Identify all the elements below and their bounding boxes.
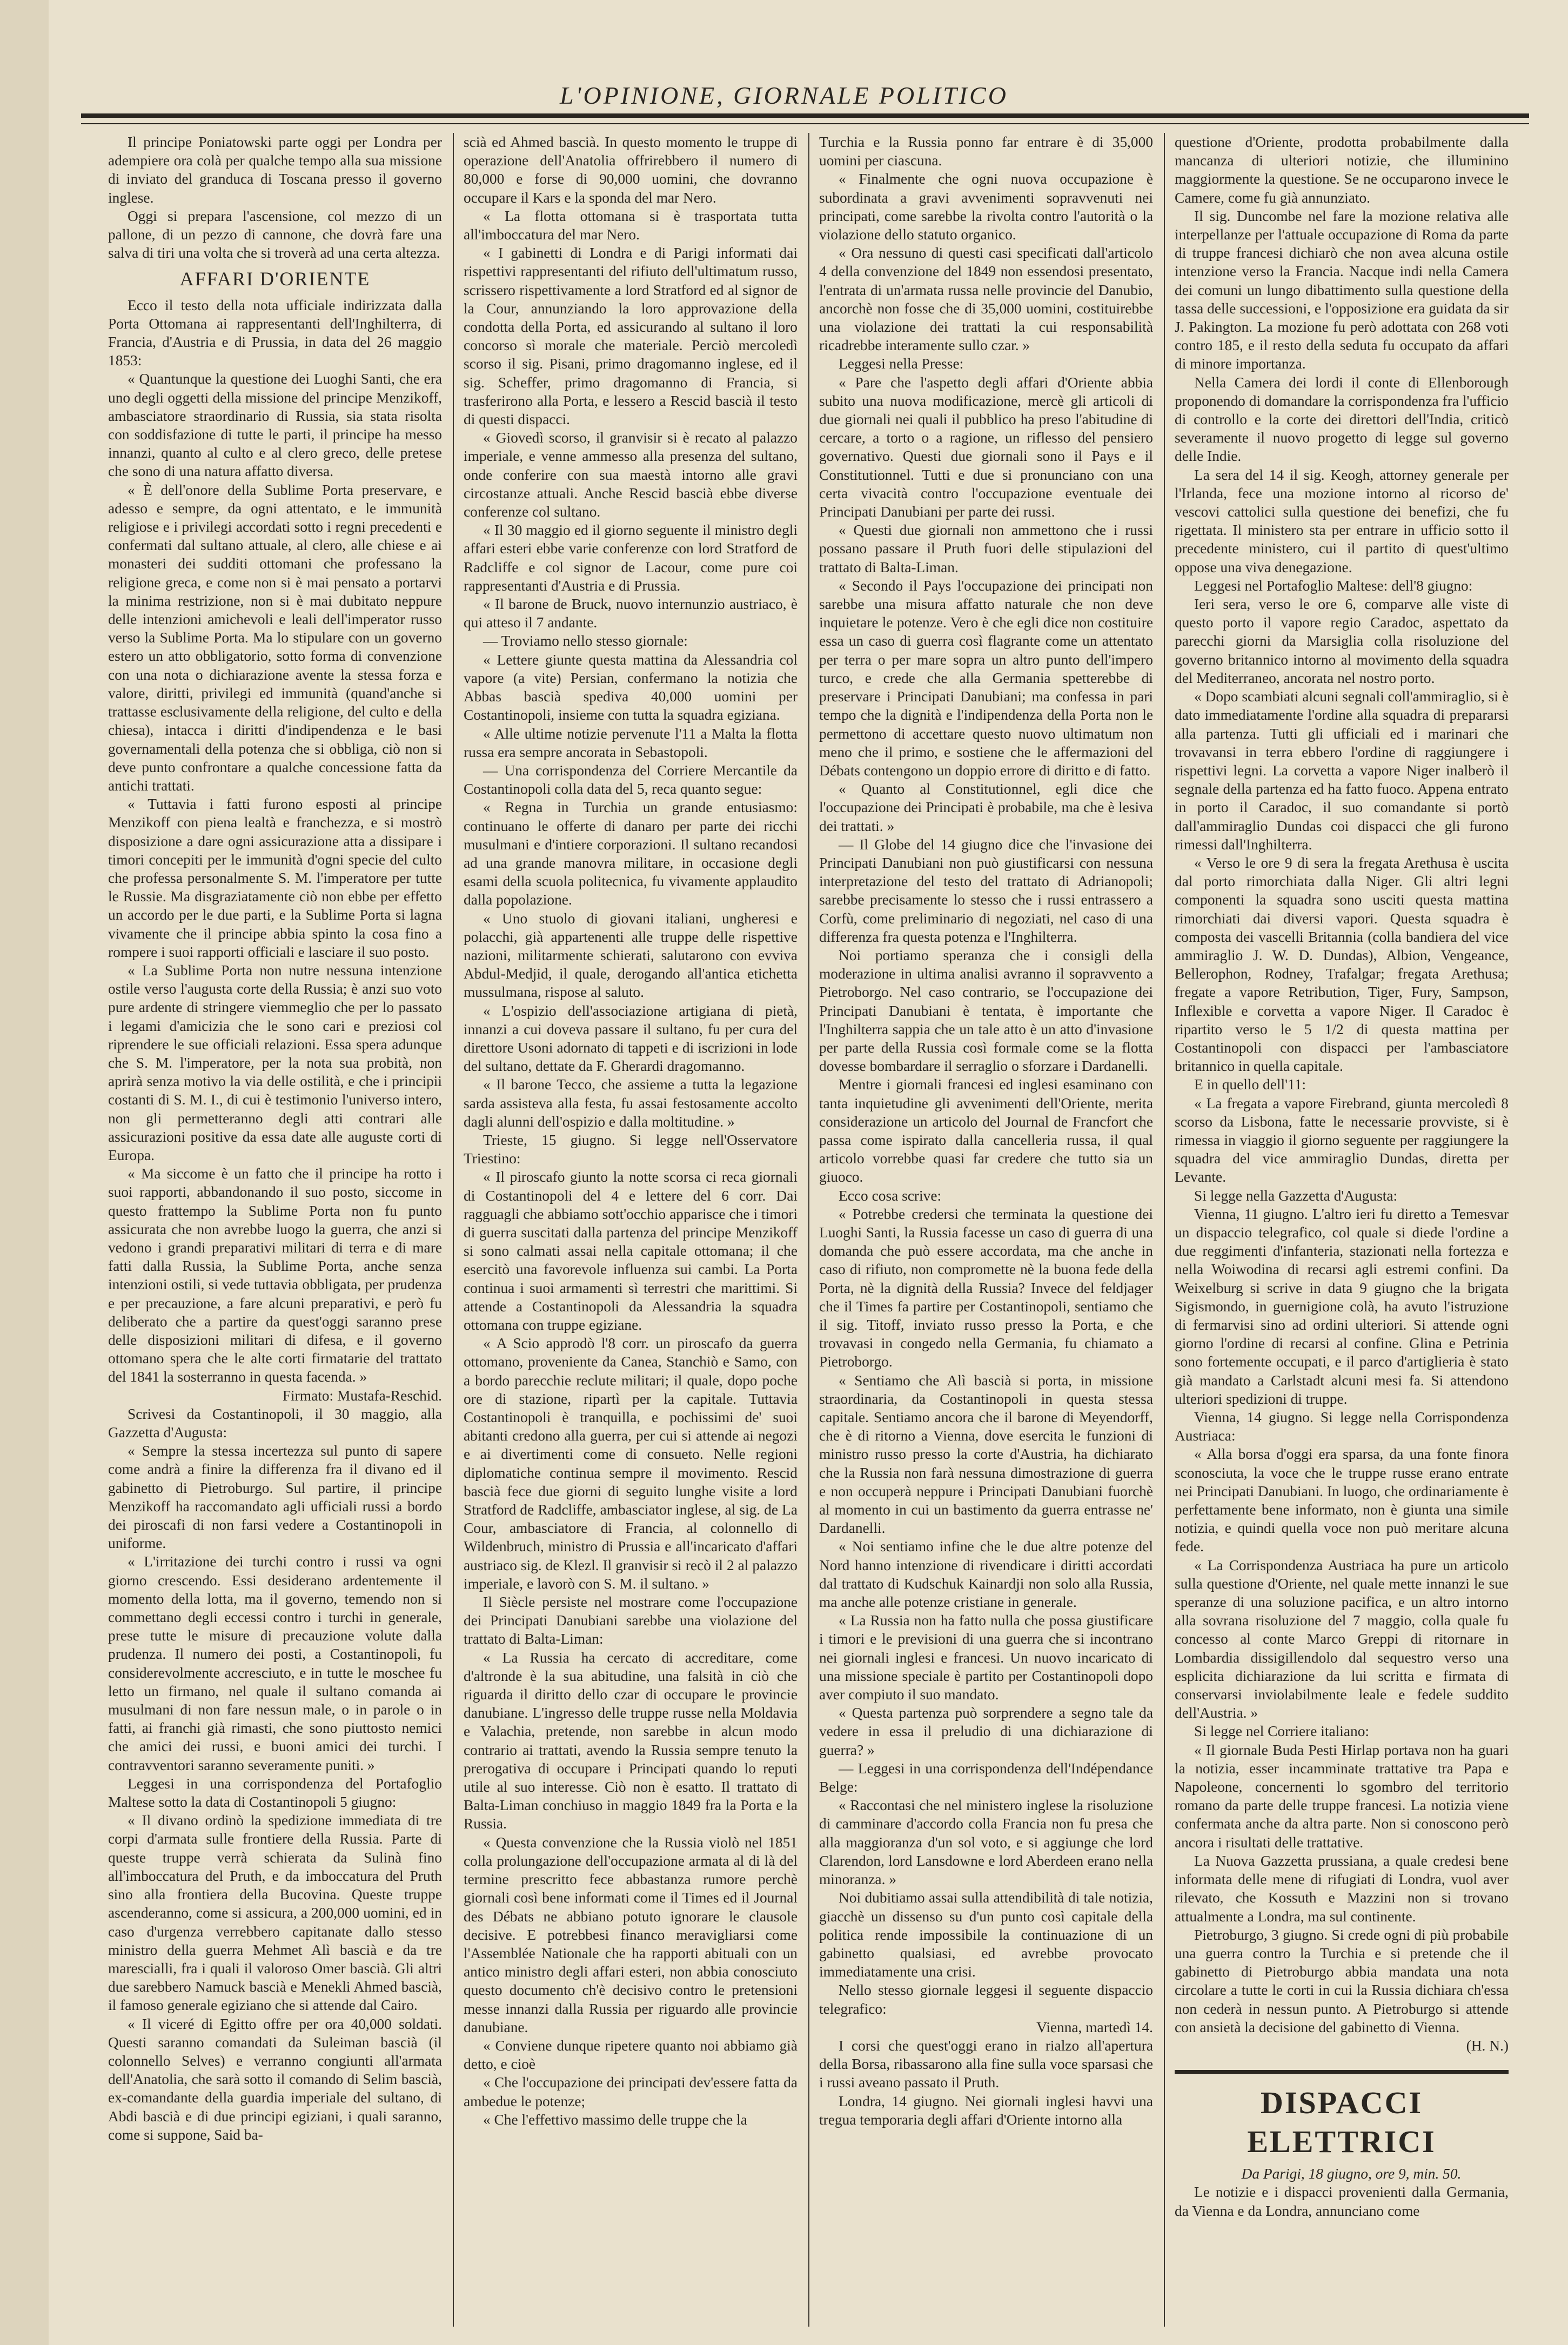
paragraph: « Che l'effettivo massimo delle truppe che la (483, 2111, 747, 2128)
paragraph: « Conviene dunque ripetere quanto noi abbiamo già detto, e cioè (464, 2037, 798, 2073)
paragraph: « A Scio approdò l'8 corr. un piroscafo da guerra ottomano, proveniente da Canea, Stanchiò e Samo, con a bordo parecchie reclute militari; il quale, dopo poche ore di stazione, ripartì per la capitale. Tuttavia Costantinopoli è tranquilla, e pochissimi de' suoi abitanti credono alla guerra, per cui si attende ai negozi e ai divertimenti come di consueto. Nelle regioni diplomatiche continua sempre il movimento. Rescid bascià fece due giorni di seguito lunghe visite a lord Stratford de Radcliffe, ambasciator inglese, al sig. de La Cour, ambasciatore di Francia, al colonnello di Wildenbruch, ministro di Prussia e all'incaricato d'affari austriaco sig. de Klezl. Il granvisir si recò il 2 al palazzo imperiale, e lavorò con S. M. il sultano. » (464, 1335, 798, 1592)
paragraph: Ieri sera, verso le ore 6, comparve alle viste di questo porto il vapore regio Caradoc, aspettato da parecchi giorni da Marsiglia colla risoluzione del governo britannico intorno al movimento della squadra del Mediterraneo, ancorata nel nostro porto. (1175, 596, 1509, 686)
column-2 (464, 133, 798, 2327)
paragraph: « I gabinetti di Londra e di Parigi informati dai rispettivi rappresentanti del rifiuto dell'ultimatum russo, scrissero rispettivamente a lord Stratford ed al signor de la Cour, annunziando la loro approvazione della condotta della Porta, ed assicurando al sultano il loro concorso sì morale che materiale. Perciò mercoledì scorso il sig. Pisani, primo dragomanno inglese, ed il sig. Scheffer, primo dragomanno di Francia, si trasferirono alla Porta, e lessero a Rescid bascià il testo di questi dispacci. (464, 245, 798, 428)
paragraph: Si legge nella Gazzetta d'Augusta: (1194, 1187, 1398, 1204)
section-heading: AFFARI D'ORIENTE (179, 268, 371, 290)
paragraph: I corsi che quest'oggi erano in rialzo all'apertura della Borsa, ribassarono alla fine sulla voce sparsasi che i russi aveano passato il Pruth. (819, 2037, 1153, 2091)
paragraph: Il Siècle persiste nel mostrare come l'occupazione dei Principati Danubiani sarebbe una violazione del trattato di Balta-Liman: (464, 1594, 798, 1647)
paragraph: « Pare che l'aspetto degli affari d'Oriente abbia subito una nuova modificazione, mercè gli articoli di due giornali nei quali il pubblico ha preso l'abitudine di cercare, a torto o a ragione, un riflesso del pensiero governativo. Questi due giornali sono il Pays e il Constitutionnel. Tutti e due si pronunciano con una certa vivacità contro l'occupazione eventuale dei Principati Danubiani per parte dei russi. (819, 374, 1153, 520)
paragraph: Il principe Poniatowski parte oggi per Londra per adempiere ora colà per qualche tempo alla sua missione di inviato del granduca di Toscana presso il governo inglese. (108, 134, 442, 206)
column-1 (108, 133, 442, 2327)
paragraph: Turchia e la Russia ponno far entrare è di 35,000 uomini per ciascuna. (819, 134, 1153, 169)
paragraph: — Leggesi in una corrispondenza dell'Indépendance Belge: (819, 1760, 1153, 1795)
dateline: Vienna, martedì 14. (1036, 2019, 1153, 2035)
paragraph: Oggi si prepara l'ascensione, col mezzo di un pallone, di un pezzo di cannone, che dovrà fare una salva di tiri una volta che si troverà ad una certa altezza. (108, 207, 442, 262)
paragraph: Si legge nel Corriere italiano: (1194, 1723, 1370, 1740)
paragraph: Le notizie e i dispacci provenienti dalla Germania, da Vienna e da Londra, annunciano come (1175, 2184, 1509, 2219)
signoff: (H. N.) (1466, 2037, 1509, 2054)
paragraph: « Il barone de Bruck, nuovo internunzio austriaco, è qui atteso il 7 andante. (464, 596, 798, 631)
paragraph: « L'irritazione dei turchi contro i russi va ogni giorno crescendo. Essi desiderano ardentemente il momento della lotta, ma il governo, temendo non si commettano degli eccessi contro i turchi in generale, prese tutte le misure di precauzione volute dalla prudenza. Il numero dei posti, a Costantinopoli, fu considerevolmente accresciuto, e in tutte le moschee fu letto un firmano, nel quale il sultano comanda ai musulmani di non fare nessun male, o in parole o in fatti, ai franchi già rimasti, che sono piuttosto nemici che amici dei russi, e buoni amici dei turchi. I contravventori saranno severamente puniti. » (108, 1553, 442, 1773)
column-divider (453, 133, 454, 2327)
paragraph: « Il viceré di Egitto offre per ora 40,000 soldati. Questi saranno comandati da Suleiman bascià (il colonnello Selves) e verranno congiunti all'armata dell'Anatolia, che sarà sotto il comando di Selim bascià, ex-comandante della guardia imperiale del sultano, di Abdi bascià e di due principi egiziani, i quali saranno, come si suppone, Said ba- (108, 2015, 442, 2143)
paragraph: Nello stesso giornale leggesi il seguente dispaccio telegrafico: (819, 1982, 1153, 2017)
paragraph: « Il giornale Buda Pesti Hirlap portava non ha guari la notizia, esser incamminate trattative tra Papa e Napoleone, concernenti lo sgombro del territorio romano da parte delle truppe francesi. La notizia viene confermata anche da altra parte. Non si conoscono però ancora i risultati delle trattative. (1175, 1741, 1509, 1851)
paragraph: « Che l'occupazione dei principati dev'essere fatta da ambedue le potenze; (464, 2074, 798, 2109)
paragraph: La Nuova Gazzetta prussiana, a quale credesi bene informata delle mene di rifugiati di Londra, vuol aver rilevato, che Kossuth e Mazzini non si trovano attualmente a Londra, ma sul continente. (1175, 1852, 1509, 1925)
paragraph: Il sig. Duncombe nel fare la mozione relativa alle interpellanze per l'attuale occupazione di Roma da parte di truppe francesi dichiarò che non avea alcuna ostile intenzione verso la Francia. Nacque indi nella Camera dei comuni un lungo dibattimento sulla questione della tassa delle successioni, e l'opposizione era guidata da sir J. Pakington. La mozione fu però adottata con 268 voti contro 185, e il resto della seduta fu occupato da affari di minore importanza. (1175, 207, 1509, 372)
paragraph: « Il piroscafo giunto la notte scorsa ci reca giornali di Costantinopoli del 4 e lettere del 6 corr. Dai ragguagli che abbiamo sott'occhio apparisce che i timori di guerra suscitati dalla partenza del principe Menzikoff si sono calmati assai nella capitale ottomana; il che esercitò una favorevole influenza sui cambi. La Porta continua i suoi armamenti sì terrestri che marittimi. Si attende a Costantinopoli da Alessandria la squadra ottomana con truppe egiziane. (464, 1169, 798, 1333)
paragraph: Leggesi nella Presse: (839, 356, 964, 372)
column-divider (1164, 133, 1165, 2327)
paragraph: — Il Globe del 14 giugno dice che l'invasione dei Principati Danubiani non può giustificarsi con nessuna interpretazione del testo del trattato di Adrianopoli; sarebbe precisamente lo stesso che i russi entrassero a Corfù, come preliminario di negoziati, nel caso di una differenza fra questa potenza e l'Inghilterra. (819, 836, 1153, 945)
paragraph: « Il divano ordinò la spedizione immediata di tre corpi d'armata sulle frontiere della Russia. Parte di queste truppe verrà schierata da Sulinà fino all'imboccatura del Pruth, e da imboccatura del Pruth sino alla frontiera della Bucovina. Queste truppe ascenderanno, come si assicura, a 200,000 uomini, ed in caso d'urgenza verrebbero capitanate dallo stesso ministro della guerra Mehmet Alì bascià e da tre marescialli, fra i quali il valoroso Omer bascià. Gli altri due sarebbero Namuck bascià e Menekli Ahmed bascià, il famoso generale egiziano che si attende dal Cairo. (108, 1812, 442, 2014)
paragraph: Leggesi in una corrispondenza del Portafoglio Maltese sotto la data di Costantinopoli 5 giugno: (108, 1775, 442, 1811)
paragraph: E in quello dell'11: (1194, 1076, 1306, 1093)
paragraph: Ecco il testo della nota ufficiale indirizzata dalla Porta Ottomana ai rappresentanti dell'Inghilterra, di Francia, d'Austria e di Prussia, in data del 26 maggio 1853: (108, 297, 442, 369)
paragraph: Mentre i giornali francesi ed inglesi esaminano con tanta inquietudine gli avvenimenti dell'Oriente, merita considerazione un articolo del Journal de Francfort che passa come ispirato dalla cancelleria russa, il qual articolo vorrebbe quasi far credere che tutto sia un giuoco. (819, 1076, 1153, 1185)
paragraph: « Quantunque la questione dei Luoghi Santi, che era uno degli oggetti della missione del principe Menzikoff, ambasciatore straordinario di Russia, sia stata risolta con soddisfazione di tutte le parti, il principe ha messo innanzi, quanto al culto e al clero greco, delle pretese che sono di una natura affatto diversa. (108, 371, 442, 480)
paragraph: — Troviamo nello stesso giornale: (483, 633, 688, 649)
paragraph: « La Russia non ha fatto nulla che possa giustificare i timori e le previsioni di una guerra che si incontrano nei giornali inglesi e francesi. Un nuovo incaricato di una missione speciale è partito per Costantinopoli dopo aver compiuto il suo mandato. (819, 1612, 1153, 1703)
paragraph: « La Russia ha cercato di accreditare, come d'altronde è la sua abitudine, una falsità in ciò che riguarda il diritto dello czar di occupare le provincie danubiane. L'ingresso delle truppe russe nella Moldavia e Valachia, pretende, non sarebbe in alcun modo contrario ai trattati, avendo la Russia sempre tenuto la prerogativa di occupare i Principati quando lo reputi utile al suo interesse. Ciò non è esatto. Il trattato di Balta-Liman conchiuso in maggio 1849 fra la Porta e la Russia. (464, 1649, 798, 1832)
paragraph: « Giovedì scorso, il granvisir si è recato al palazzo imperiale, e venne ammesso alla presenza del sultano, onde conferire con sua maestà intorno alle gravi circostanze attuali. Anche Rescid bascià ebbe diverse conferenze col sultano. (464, 430, 798, 520)
paragraph: Vienna, 11 giugno. L'altro ieri fu diretto a Temesvar un dispaccio telegrafico, col quale si diede l'ordine a due reggimenti d'infanteria, stazionati nella fortezza e nella Woiwodina di recarsi agli estremi confini. Da Weixelburg si scrive in data 9 giugno che la brigata Sigismondo, in guernigione colà, ha avuto l'istruzione di fermarvisi sino ad ordini ulteriori. Si attende ogni giorno l'ordine di recarsi al confine. Glina e Petrinia sono fortemente occupati, e il parco d'artiglieria è stato già mandato a Carlstadt alcuni mesi fa. Si attendono ulteriori spedizioni di truppe. (1175, 1205, 1509, 1407)
paragraph: — Una corrispondenza del Corriere Mercantile da Costantinopoli colla data del 5, reca quanto segue: (464, 762, 798, 798)
paragraph: Noi dubitiamo assai sulla attendibilità di tale notizia, giacchè un dissenso su d'un punto così capitale della politica rende impossibile la continuazione di un gabinetto qualsiasi, ed avrebbe provocato immediatamente una crisi. (819, 1890, 1153, 1980)
dispacci-dateline: Da Parigi, 18 giugno, ore 9, min. 50. (1241, 2166, 1462, 2182)
paragraph: Ecco cosa scrive: (839, 1187, 942, 1204)
paragraph: « Ora nessuno di questi casi specificati dall'articolo 4 della convenzione del 1849 non essendosi presentato, l'entrata di un'armata russa nelle provincie del Danubio, ancorchè non fosse che di 35,000 uomini, costituirebbe una violazione dei trattati la cui responsabilità ricadrebbe interamente sullo czar. » (819, 245, 1153, 354)
paragraph: « Il barone Tecco, che assieme a tutta la legazione sarda assisteva alla festa, fu assai festosamente accolto dagli alunni dell'ospizio e dalla moltitudine. » (464, 1076, 798, 1130)
signature-line: Firmato: Mustafa-Reschid. (282, 1387, 442, 1404)
paragraph: Leggesi nel Portafoglio Maltese: dell'8 giugno: (1194, 577, 1473, 594)
paragraph: « La fregata a vapore Firebrand, giunta mercoledì 8 scorso da Lisbona, fatte le necessarie provviste, si è rimessa in viaggio il giorno seguente per raggiungere la squadra del vice ammiraglio Dundas, diretta per Levante. (1175, 1095, 1509, 1185)
paragraph: « L'ospizio dell'associazione artigiana di pietà, innanzi a cui doveva passare il sultano, fu per cura del direttore Usoni adornato di tappeti e di iscrizioni in lode del sultano, dettate da F. Gherardi dragomanno. (464, 1002, 798, 1075)
paragraph: « Finalmente che ogni nuova occupazione è subordinata a gravi avvenimenti sopravvenuti nei principati, come sarebbe la rivolta contro l'autorità o la violazione dello statuto organico. (819, 171, 1153, 243)
paragraph: « Potrebbe credersi che terminata la questione dei Luoghi Santi, la Russia facesse un caso di guerra di una domanda che può essere accordata, ma che anche in caso di rifiuto, non compromette nè la buona fede della Porta, nè la dignità della Russia? Invece del feldjager che il Times fa partire per Costantinopoli, sentiamo che il sig. Titoff, inviato russo presso la Porta, e che trovavasi in congedo nella Germania, fu chiamato a Pietroborgo. (819, 1205, 1153, 1370)
paragraph: « Quanto al Constitutionnel, egli dice che l'occupazione dei Principati è probabile, ma che è lesiva dei trattati. » (819, 781, 1153, 834)
paragraph: « Uno stuolo di giovani italiani, ungheresi e polacchi, già appartenenti alle truppe delle rispettive nazioni, militarmente schierati, salutarono con evviva Abdul-Medjid, il quale, derogando all'antica etichetta mussulmana, rispose al saluto. (464, 910, 798, 1001)
paragraph: « Verso le ore 9 di sera la fregata Arethusa è uscita dal porto rimorchiata dalla Niger. Gli altri legni componenti la squadra sono usciti questa mattina rimorchiati dai diversi vapori. Questa squadra è composta dei vascelli Britannia (colla bandiera del vice ammiraglio J. W. D. Dundas), Albion, Vengeance, Bellerophon, Rodney, Trafalgar; fregata Arethusa; fregate a vapore Retribution, Tiger, Fury, Sampson, Inflexible e corvetta a vapore Niger. Il Caradoc è ripartito verso le 5 1/2 di questa mattina per Costantinopoli con dispacci per l'ambasciatore britannico in quella capitale. (1175, 854, 1509, 1075)
paragraph: Trieste, 15 giugno. Si legge nell'Osservatore Triestino: (464, 1131, 798, 1167)
paragraph: Pietroburgo, 3 giugno. Si crede ogni di più probabile una guerra contro la Turchia e si pretende che il gabinetto di Pietroburgo abbia mandata una nota circolare a tutte le corti in cui la Russia dichiara ch'essa non cederà in nessun punto. A Pietroburgo si attende con ansietà la decisione del gabinetto di Vienna. (1175, 1926, 1509, 2035)
paragraph: « Alle ultime notizie pervenute l'11 a Malta la flotta russa era sempre ancorata in Sebastopoli. (464, 725, 798, 760)
section-rule (1175, 2070, 1509, 2074)
paragraph: Scrivesi da Costantinopoli, il 30 maggio, alla Gazzetta d'Augusta: (108, 1405, 442, 1441)
page-left-margin (0, 0, 49, 2345)
paragraph: « Questi due giornali non ammettono che i russi possano passare il Pruth fuori delle stipulazioni del trattato di Balta-Liman. (819, 522, 1153, 575)
paragraph: « La Corrispondenza Austriaca ha pure un articolo sulla questione d'Oriente, nel quale mette innanzi le sue speranze di una soluzione pacifica, e un altro intorno alla sovrana risoluzione del 7 maggio, colla quale fu concesso al conte Marco Greppi di ritornare in Lombardia dissigillendolo dal sequestro verso una esplicita dichiarazione da lui scritta e firmata di conservarsi inviolabilmente leale e fedele suddito dell'Austria. » (1175, 1557, 1509, 1721)
paragraph: La sera del 14 il sig. Keogh, attorney generale per l'Irlanda, fece una mozione intorno al ricorso de' vescovi cattolici sulla questione dei benefizi, che fu rigettata. Il ministero sta per entrare in ufficio sotto il precedente ministero, cui il partito di quest'ultimo oppose una viva denegazione. (1175, 466, 1509, 575)
paragraph: « Regna in Turchia un grande entusiasmo: continuano le offerte di danaro per parte dei ricchi musulmani e d'intiere corporazioni. Il sultano recandosi ad una grande manovra militare, in occasione degli esami della scuola politecnica, fu vivamente applaudito dalla popolazione. (464, 799, 798, 908)
paragraph: scià ed Ahmed bascià. In questo momento le truppe di operazione dell'Anatolia offrirebbero il numero di 80,000 e forse di 90,000 uomini, che dovranno occupare il Kars e la sponda del mar Nero. (464, 134, 798, 206)
column-divider (808, 133, 809, 2327)
paragraph: « Secondo il Pays l'occupazione dei principati non sarebbe una misura affatto naturale che non deve inquietare le potenze. Vero è che egli dice non costituire essa un caso di guerra così flagrante come un attentato per terra o per mare sopra un altro punto dell'impero turco, e crede che alla Germania spetterebbe di preservare i Principati Danubiani; ma confessa in pari tempo che la dignità e l'indipendenza della Porta non le permettono di accettare questo nuovo ultimatum non meno che il primo, e sostiene che le affermazioni del Débats contengono un doppio errore di diritto e di fatto. (819, 577, 1153, 779)
paragraph: « Alla borsa d'oggi era sparsa, da una fonte finora sconosciuta, la voce che le truppe russe erano entrate nei Principati Danubiani. In luogo, che ordinariamente è perfettamente bene informato, non è giunta una simile notizia, e quindi quella voce non può meritare alcuna fede. (1175, 1446, 1509, 1555)
paragraph: Vienna, 14 giugno. Si legge nella Corrispondenza Austriaca: (1175, 1409, 1509, 1444)
paragraph: Nella Camera dei lordi il conte di Ellenborough proponendo di domandare la corrispondenza fra l'ufficio di controllo e la corte dei direttori dell'India, criticò severamente il nuovo progetto di legge sul governo delle Indie. (1175, 374, 1509, 465)
paragraph: « Dopo scambiati alcuni segnali coll'ammiraglio, si è dato immediatamente l'ordine alla squadra di prepararsi alla partenza. Tutti gli ufficiali ed i marinari che trovavansi in terra ebbero l'ordine di raggiungere i rispettivi legni. La corvetta a vapore Niger inalberò il segnale della partenza ed ha fatto fuoco. Appena entrato in porto il Caradoc, il suo comandante si portò dall'ammiraglio Dundas coi dispacci che gli furono rimessi dall'Inghilterra. (1175, 688, 1509, 853)
masthead-rule (81, 113, 1529, 118)
paragraph: « La Sublime Porta non nutre nessuna intenzione ostile verso l'augusta corte della Russia; è anzi suo voto pure ardente di stringere viemmeglio che per lo passato i legami d'amicizia che le sono cari e preziosi col riprendere le sue officiali relazioni. Essa spera adunque che S. M. l'imperatore, per la nota sua probità, non aprirà senza motivo la via delle ostilità, e che i principii costanti di S. M. I., di cui è testimonio l'universo intero, non gli permetteranno degli atti contrari alle assicurazioni positive da essa date alle auguste corti di Europa. (108, 962, 442, 1163)
paragraph: « Noi sentiamo infine che le due altre potenze del Nord hanno intenzione di rivendicare i diritti accordati dal trattato di Kudschuk Kainardji non solo alla Russia, ma anche alle potenze cristiane in generale. (819, 1538, 1153, 1611)
paragraph: « Questa convenzione che la Russia violò nel 1851 colla prolungazione dell'occupazione armata al di là del termine prescritto fece abbastanza rumore perchè giornali così bene informati come il Times ed il Journal des Débats ne abbiano potuto ignorare le clausole decisive. E potrebbesi financo meravigliarsi come l'Assemblée Nationale che ha rapporti abituali con un antico ministro degli affari esteri, non abbia conosciuto questo documento ch'è decisivo contro le pretensioni messe innanzi dalla Russia per riguardo alle provincie danubiane. (464, 1834, 798, 2035)
paragraph: « Questa partenza può sorprendere a segno tale da vedere in essa il preludio di una dichiarazione di guerra? » (819, 1705, 1153, 1758)
paragraph: questione d'Oriente, prodotta probabilmente dalla mancanza di ulteriori notizie, che illuminino maggiormente la questione. Se ne occuparono invece le Camere, come fu già annunziato. (1175, 134, 1509, 206)
paragraph: « Sentiamo che Alì bascià si porta, in missione straordinaria, da Costantinopoli in questa stessa capitale. Sentiamo ancora che il barone di Meyendorff, che è di ritorno a Vienna, dove esercita le funzioni di ministro russo presso la corte d'Austria, ha dichiarato che la Russia non farà nessuna dimostrazione di guerra e non occuperà neppure i Principati Danubiani fuorchè al momento in cui un bastimento da guerra entrasse ne' Dardanelli. (819, 1372, 1153, 1537)
paragraph: Londra, 14 giugno. Nei giornali inglesi havvi una tregua temporaria degli affari d'Oriente intorno alla (819, 2093, 1153, 2128)
masthead-rule-thin (81, 123, 1529, 124)
paragraph: « È dell'onore della Sublime Porta preservare, e adesso e sempre, da ogni attentato, e le immunità religiose e i privilegi accordati sotto i regni precedenti e confermati dal sultano attuale, al clero, alle chiese e ai monasteri dei sudditi ottomani che professano la religione greca, e come non si è mai pensato a portarvi la minima restrizione, non si è mai dubitato neppure delle intenzioni amichevoli e leali dell'imperator russo verso la Sublime Porta. Ma lo stipulare con un governo estero un atto obbligatorio, sotto forma di convenzione con una nota o dichiarazione avente la stessa forza e valore, diritti, privilegi ed immunità (quand'anche si trattasse esclusivamente della religione, del culto e della chiesa), intacca i diritti d'indipendenza e le basi governamentali della potenza che si obbliga, ciò non si deve punto confrontare a qualche concessione fatta da antichi trattati. (108, 481, 442, 794)
paragraph: « Ma siccome è un fatto che il principe ha rotto i suoi rapporti, abbandonando il suo posto, siccome in questo frattempo la Sublime Porta non fu punto assicurata che non avrebbe luogo la guerra, che anzi si vedono i grandi preparativi militari di terra e di mare fatti dalla Russia, la Sublime Porta, anche senza intenzioni ostili, si vede tuttavia obbligata, per prudenza e per precauzione, a fare alcuni preparativi, e però fu deliberato che a partire da quest'oggi saranno prese delle disposizioni militari di difesa, e il governo ottomano spera che le alte corti firmatarie del trattato del 1841 la sosterranno in questa facenda. » (108, 1165, 442, 1385)
paragraph: « La flotta ottomana si è trasportata tutta all'imboccatura del mar Nero. (464, 207, 798, 243)
dispacci-heading: DISPACCI ELETTRICI (1247, 2085, 1436, 2160)
paragraph: « Lettere giunte questa mattina da Alessandria col vapore (a vite) Persian, confermano la notizia che Abbas bascià spediva 40,000 uomini per Costantinopoli, insieme con tutta la squadra egiziana. (464, 651, 798, 723)
paragraph: « Sempre la stessa incertezza sul punto di sapere come andrà a finire la differenza fra il divano ed il gabinetto di Pietroburgo. Sul partire, il principe Menzikoff ha raccomandato agli ufficiali russi a bordo dei piroscafi di non farsi vedere a Costantinopoli in uniforme. (108, 1443, 442, 1552)
paragraph: Noi portiamo speranza che i consigli della moderazione in ultima analisi avranno il sopravvento a Pietroborgo. Nel caso contrario, se l'occupazione dei Principati Danubiani è tentata, è importante che l'Inghilterra sappia che un tale atto è un atto d'invasione per parte della Russia così formale come se la flotta dovesse bombardare il serraglio o sforzare i Dardanelli. (819, 947, 1153, 1075)
column-4 (1175, 133, 1509, 2327)
paragraph: « Il 30 maggio ed il giorno seguente il ministro degli affari esteri ebbe varie conferenze con lord Stratford de Radcliffe e col signor de Lacour, come pure coi rappresentanti d'Austria e di Prussia. (464, 522, 798, 594)
page-masthead: L'OPINIONE, GIORNALE POLITICO (560, 82, 1008, 109)
column-3 (819, 133, 1153, 2327)
paragraph: « Tuttavia i fatti furono esposti al principe Menzikoff con piena lealtà e franchezza, e si mostrò disposizione a dare ogni assicurazione atta a dissipare i timori concepiti per le immunità d'ogni specie del culto che professa personalmente S. M. l'imperatore per tutte le Russie. Ma disgraziatamente ciò non ebbe per effetto un accordo per le due parti, e la Sublime Porta si lagna vivamente che il principe abbia spinto la cosa fino a rompere i suoi rapporti officiali e lasciare il suo posto. (108, 796, 442, 960)
paragraph: « Raccontasi che nel ministero inglese la risoluzione di camminare d'accordo colla Francia non fu presa che alla maggioranza d'un sol voto, e si aggiunge che lord Clarendon, lord Lansdowne e lord Aberdeen erano nella minoranza. » (819, 1797, 1153, 1888)
